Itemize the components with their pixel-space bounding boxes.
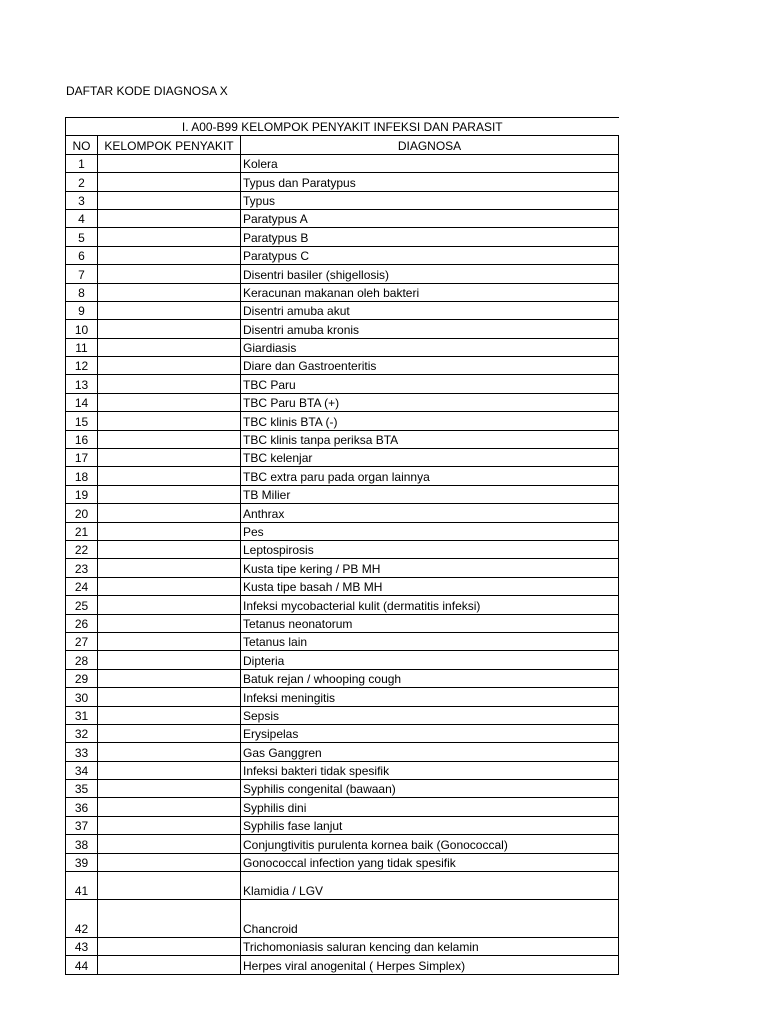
row-diagnosis: Paratypus A [241,209,619,227]
table-row [66,504,619,522]
diagnosis-code-table [65,117,619,975]
row-group [98,669,241,687]
table-row [66,632,619,650]
row-diagnosis: Kusta tipe kering / PB MH [241,559,619,577]
table-row [66,173,619,191]
row-group [98,651,241,669]
row-number: 25 [66,596,98,614]
row-diagnosis: TBC Paru [241,375,619,393]
table-row [66,798,619,816]
row-group [98,173,241,191]
table-row [66,938,619,956]
row-number: 22 [66,540,98,558]
row-number: 26 [66,614,98,632]
table-row [66,522,619,540]
row-diagnosis: Paratypus B [241,228,619,246]
row-diagnosis: TBC extra paru pada organ lainnya [241,467,619,485]
row-diagnosis: Keracunan makanan oleh bakteri [241,283,619,301]
row-number: 5 [66,228,98,246]
row-number: 31 [66,706,98,724]
row-diagnosis: Herpes viral anogenital ( Herpes Simplex) [241,956,619,974]
row-number: 9 [66,301,98,319]
table-row [66,743,619,761]
table-row [66,816,619,834]
table-row [66,430,619,448]
row-diagnosis: Sepsis [241,706,619,724]
row-number: 3 [66,191,98,209]
row-group [98,265,241,283]
row-number: 14 [66,393,98,411]
row-group [98,412,241,430]
row-diagnosis: Conjungtivitis purulenta kornea baik (Gonococcal) [241,835,619,853]
row-diagnosis: Klamidia / LGV [241,872,619,900]
row-diagnosis: Leptospirosis [241,540,619,558]
row-diagnosis: Chancroid [241,900,619,938]
row-diagnosis: Paratypus C [241,246,619,264]
table-row [66,688,619,706]
row-diagnosis: Erysipelas [241,724,619,742]
row-diagnosis: Infeksi mycobacterial kulit (dermatitis infeksi) [241,596,619,614]
row-group [98,301,241,319]
row-diagnosis: Trichomoniasis saluran kencing dan kelamin [241,938,619,956]
header-row [66,136,619,154]
row-group [98,375,241,393]
row-group [98,449,241,467]
table-row [66,283,619,301]
table-row [66,209,619,227]
row-group [98,577,241,595]
row-diagnosis: TBC klinis tanpa periksa BTA [241,430,619,448]
row-diagnosis: Gonococcal infection yang tidak spesifik [241,853,619,871]
table-row [66,357,619,375]
header-group: KELOMPOK PENYAKIT [98,136,241,154]
row-diagnosis: Tetanus neonatorum [241,614,619,632]
section-title: I. A00-B99 KELOMPOK PENYAKIT INFEKSI DAN PARASIT [66,118,619,136]
row-number: 7 [66,265,98,283]
row-group [98,596,241,614]
table-row [66,872,619,900]
table-row [66,956,619,974]
row-diagnosis: Dipteria [241,651,619,669]
row-number: 16 [66,430,98,448]
row-group [98,900,241,938]
row-diagnosis: Batuk rejan / whooping cough [241,669,619,687]
row-diagnosis: Giardiasis [241,338,619,356]
row-diagnosis: Disentri amuba kronis [241,320,619,338]
table-row [66,724,619,742]
row-group [98,228,241,246]
row-number: 37 [66,816,98,834]
table-row [66,320,619,338]
row-diagnosis: Gas Ganggren [241,743,619,761]
row-group [98,504,241,522]
row-number: 38 [66,835,98,853]
row-number: 42 [66,900,98,938]
row-diagnosis: Syphilis dini [241,798,619,816]
row-number: 17 [66,449,98,467]
table-row [66,228,619,246]
row-group [98,956,241,974]
row-diagnosis: Typus dan Paratypus [241,173,619,191]
table-row [66,191,619,209]
table-row [66,900,619,938]
row-number: 2 [66,173,98,191]
row-number: 15 [66,412,98,430]
table-row [66,559,619,577]
table-row [66,835,619,853]
row-group [98,688,241,706]
row-group [98,540,241,558]
document-title: DAFTAR KODE DIAGNOSA X [66,84,228,98]
row-number: 35 [66,780,98,798]
row-number: 28 [66,651,98,669]
row-number: 4 [66,209,98,227]
row-group [98,724,241,742]
table-row [66,265,619,283]
row-number: 11 [66,338,98,356]
table-row [66,596,619,614]
row-group [98,835,241,853]
table-row [66,485,619,503]
table-row [66,412,619,430]
table-row [66,780,619,798]
row-number: 13 [66,375,98,393]
row-group [98,357,241,375]
table-row [66,706,619,724]
row-number: 8 [66,283,98,301]
row-group [98,485,241,503]
row-diagnosis: Infeksi bakteri tidak spesifik [241,761,619,779]
row-diagnosis: Pes [241,522,619,540]
table-row [66,467,619,485]
row-diagnosis: Infeksi meningitis [241,688,619,706]
row-number: 44 [66,956,98,974]
row-group [98,467,241,485]
row-diagnosis: Anthrax [241,504,619,522]
row-diagnosis: Syphilis congenital (bawaan) [241,780,619,798]
table-row [66,761,619,779]
table-row [66,301,619,319]
row-number: 12 [66,357,98,375]
row-group [98,191,241,209]
row-number: 30 [66,688,98,706]
row-group [98,320,241,338]
table-row [66,577,619,595]
row-diagnosis: TBC kelenjar [241,449,619,467]
row-number: 19 [66,485,98,503]
row-group [98,938,241,956]
row-group [98,154,241,172]
table-row [66,393,619,411]
row-diagnosis: Syphilis fase lanjut [241,816,619,834]
row-number: 41 [66,872,98,900]
row-diagnosis: Kusta tipe basah / MB MH [241,577,619,595]
table-row [66,614,619,632]
row-group [98,798,241,816]
row-diagnosis: Typus [241,191,619,209]
table-row [66,540,619,558]
section-title-row [66,118,619,136]
row-group [98,743,241,761]
table-row [66,449,619,467]
row-number: 36 [66,798,98,816]
row-group [98,780,241,798]
row-number: 33 [66,743,98,761]
row-group [98,430,241,448]
row-number: 34 [66,761,98,779]
row-number: 23 [66,559,98,577]
row-group [98,393,241,411]
row-number: 10 [66,320,98,338]
row-number: 39 [66,853,98,871]
row-number: 1 [66,154,98,172]
row-group [98,246,241,264]
row-number: 18 [66,467,98,485]
table-body [66,154,619,974]
row-number: 27 [66,632,98,650]
row-group [98,853,241,871]
row-diagnosis: Kolera [241,154,619,172]
table-row [66,338,619,356]
row-number: 21 [66,522,98,540]
row-diagnosis: TB Milier [241,485,619,503]
table-row [66,853,619,871]
row-number: 24 [66,577,98,595]
row-diagnosis: TBC Paru BTA (+) [241,393,619,411]
row-number: 29 [66,669,98,687]
row-number: 32 [66,724,98,742]
row-group [98,338,241,356]
table-row [66,154,619,172]
row-diagnosis: Disentri amuba akut [241,301,619,319]
table-row [66,246,619,264]
row-number: 43 [66,938,98,956]
row-group [98,706,241,724]
row-group [98,522,241,540]
row-group [98,761,241,779]
row-group [98,614,241,632]
table-row [66,669,619,687]
row-group [98,209,241,227]
table-row [66,375,619,393]
header-no: NO [66,136,98,154]
row-group [98,559,241,577]
row-diagnosis: Tetanus lain [241,632,619,650]
header-diagnosis: DIAGNOSA [241,136,619,154]
row-group [98,632,241,650]
row-group [98,816,241,834]
row-diagnosis: TBC klinis BTA (-) [241,412,619,430]
row-diagnosis: Disentri basiler (shigellosis) [241,265,619,283]
row-group [98,283,241,301]
row-number: 6 [66,246,98,264]
table-row [66,651,619,669]
row-number: 20 [66,504,98,522]
row-diagnosis: Diare dan Gastroenteritis [241,357,619,375]
row-group [98,872,241,900]
